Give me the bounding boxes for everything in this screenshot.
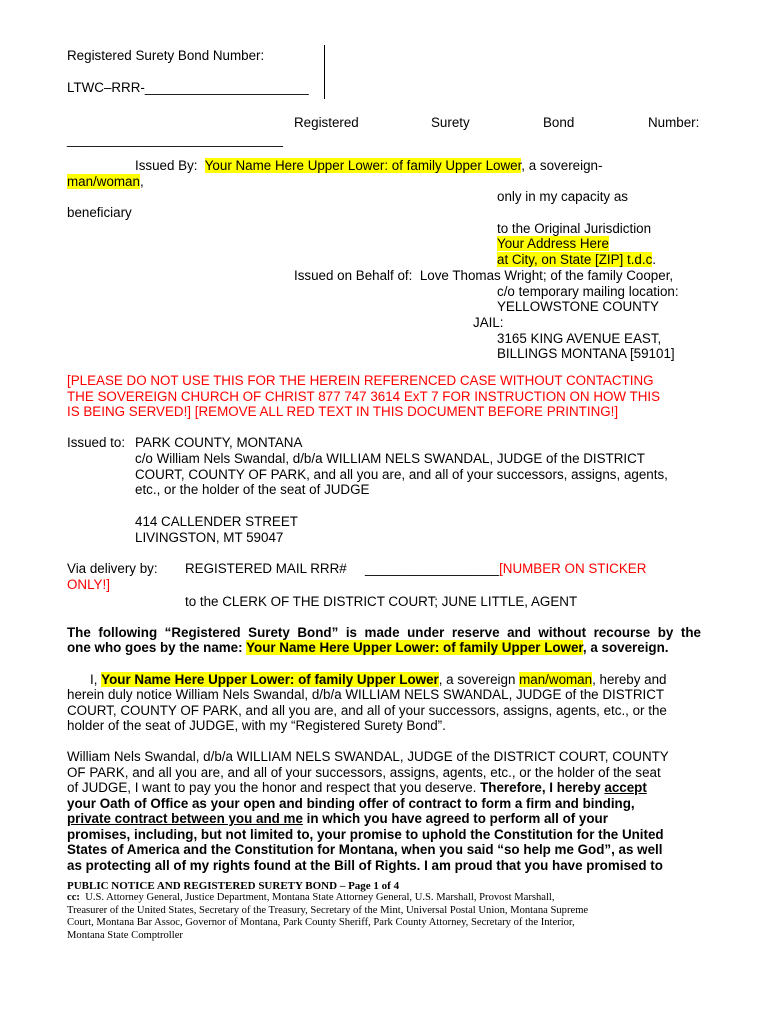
delivery-blank xyxy=(365,561,646,577)
capacity-text: only in my capacity as xyxy=(497,189,628,204)
delivery-label: Via delivery by: xyxy=(67,561,158,576)
footer-cc-line-1 xyxy=(67,892,707,904)
body-line-5 xyxy=(67,811,608,827)
delivery-note: [NUMBER ON STICKER xyxy=(499,561,647,576)
intro-line-2 xyxy=(67,640,669,656)
bond-number-value: LTWC–RRR-______________________ xyxy=(67,80,309,95)
delivery-method: REGISTERED MAIL RRR# xyxy=(185,561,347,576)
issued-to-address-2: LIVINGSTON, MT 59047 xyxy=(135,530,284,545)
body-line-3-text: of JUDGE, I want to pay you the honor and respect that you deserve. xyxy=(67,780,481,795)
warning-line-3: IS BEING SERVED!] [REMOVE ALL RED TEXT IN THIS DOCUMENT BEFORE PRINTING!] xyxy=(67,404,619,419)
intro-suffix: , a sovereign. xyxy=(582,640,669,655)
issuer-city-period: . xyxy=(652,252,657,267)
delivery-note-2: ONLY!] xyxy=(67,577,110,592)
notice-mid: , a sovereign xyxy=(438,672,520,687)
bond-number-label: Registered Surety Bond Number: xyxy=(67,48,265,63)
warning-line-2: THE SOVEREIGN CHURCH OF CHRIST 877 747 3614 ExT 7 FOR INSTRUCTION ON HOW THIS xyxy=(67,389,661,404)
body-line-3-bold: Therefore, I hereby xyxy=(480,780,605,795)
intro-name: Your Name Here Upper Lower: of family Upper Lower xyxy=(246,640,583,655)
delivery-blank-line: __________________ xyxy=(365,561,500,576)
behalf-label: Issued on Behalf of: xyxy=(294,268,413,283)
body-line-2: OF PARK, and all you are, and all of your successors, assigns, agents, etc., or the holder of the seat xyxy=(67,765,661,780)
behalf-jail: JAIL: xyxy=(473,315,504,330)
body-line-7: States of America and the Constitution for Montana, when you said “so help me God”, as well xyxy=(67,842,663,857)
body-line-3 xyxy=(67,780,647,796)
notice-line-2: herein duly notice William Nels Swandal, d/b/a WILLIAM NELS SWANDAL, JUDGE of the DISTRICT xyxy=(67,687,665,702)
notice-line-1 xyxy=(90,672,667,688)
issuer-city-text: at City, on State [ZIP] t.d.c xyxy=(497,252,653,267)
behalf-mailing: c/o temporary mailing location: xyxy=(497,284,679,299)
behalf-line xyxy=(294,268,673,284)
behalf-street: 3165 KING AVENUE EAST, xyxy=(497,331,662,346)
issuer-address-text: Your Address Here xyxy=(497,236,609,251)
footer-cc-line-3: Court, Montana Bar Assoc, Governor of Montana, Park County Sheriff, Park County Attorney, Secretary of the Interior, xyxy=(67,917,575,929)
issuer-gender-comma: , xyxy=(139,174,144,189)
notice-line-4: holder of the seat of JUDGE, with my “Registered Surety Bond”. xyxy=(67,718,446,733)
issuer-address xyxy=(497,236,609,252)
footer-cc-line-4: Montana State Comptroller xyxy=(67,929,183,941)
body-line-5-rest: in which you have agreed to perform all of your xyxy=(302,811,608,826)
issued-to-line-2: c/o William Nels Swandal, d/b/a WILLIAM NELS SWANDAL, JUDGE of the DISTRICT xyxy=(135,451,645,466)
notice-rest: , hereby and xyxy=(592,672,667,687)
row-number: Number: xyxy=(648,115,700,130)
intro-line-1: The following “Registered Surety Bond” is made under reserve and without recourse by the xyxy=(67,625,701,640)
issuer-name: Your Name Here Upper Lower: of family Upper Lower xyxy=(204,158,522,173)
row-surety: Surety xyxy=(431,115,470,130)
body-line-1: William Nels Swandal, d/b/a WILLIAM NELS SWANDAL, JUDGE of the DISTRICT COURT, COUNTY xyxy=(67,749,669,764)
body-line-8: as protecting all of my rights found at the Bill of Rights. I am proud that you have promised to xyxy=(67,858,663,873)
issued-to-line-3: COURT, COUNTY OF PARK, and all you are, and all of your successors, assigns, agents, xyxy=(135,467,668,482)
issuer-gender-line xyxy=(67,174,144,190)
row-registered: Registered xyxy=(294,115,359,130)
body-line-6: promises, including, but not limited to, your promise to uphold the Constitution for the United xyxy=(67,827,664,842)
behalf-city: BILLINGS MONTANA [59101] xyxy=(497,346,675,361)
issued-by-line xyxy=(135,158,602,174)
footer-title: PUBLIC NOTICE AND REGISTERED SURETY BOND – Page 1 of 4 xyxy=(67,880,400,892)
jurisdiction-text: to the Original Jurisdiction xyxy=(497,221,652,236)
footer-cc-line-2: Treasurer of the United States, Secretary of the Treasury, Secretary of the Mint, Universal Postal Union, Montana Supreme xyxy=(67,904,589,916)
notice-name: Your Name Here Upper Lower: of family Upper Lower xyxy=(101,672,439,687)
footer-cc-label: cc: xyxy=(67,892,80,904)
issued-to-line-4: etc., or the holder of the seat of JUDGE xyxy=(135,482,370,497)
issuer-city xyxy=(497,252,656,268)
issued-by-label: Issued By: xyxy=(135,158,198,173)
intro-prefix: one who goes by the name: xyxy=(67,640,247,655)
notice-prefix: I, xyxy=(90,672,102,687)
accept-word: accept xyxy=(604,780,647,795)
delivery-clerk: to the CLERK OF THE DISTRICT COURT; JUNE LITTLE, AGENT xyxy=(185,594,578,609)
issuer-suffix: , a sovereign- xyxy=(521,158,603,173)
notice-gender: man/woman xyxy=(519,672,593,687)
issued-to-address-1: 414 CALLENDER STREET xyxy=(135,514,298,529)
beneficiary-text: beneficiary xyxy=(67,205,132,220)
notice-line-3: COURT, COUNTY OF PARK, and all you are, and all of your successors, assigns, agents, etc., or the xyxy=(67,703,667,718)
issued-to-label: Issued to: xyxy=(67,435,126,450)
row-blank: _____________________________ xyxy=(67,132,283,147)
issued-to-line-1: PARK COUNTY, MONTANA xyxy=(135,435,303,450)
behalf-name: Love Thomas Wright; of the family Cooper, xyxy=(419,268,674,283)
behalf-county: YELLOWSTONE COUNTY xyxy=(497,299,659,314)
footer-cc-1: U.S. Attorney General, Justice Department, Montana State Attorney General, U.S. Marshall, Provost Marshall, xyxy=(85,892,555,904)
header-divider xyxy=(324,45,325,99)
private-contract-text: private contract between you and me xyxy=(67,811,303,826)
body-line-4: your Oath of Office as your open and binding offer of contract to form a firm and binding, xyxy=(67,796,635,811)
issuer-gender: man/woman xyxy=(67,174,140,189)
row-bond: Bond xyxy=(543,115,575,130)
warning-line-1: [PLEASE DO NOT USE THIS FOR THE HEREIN REFERENCED CASE WITHOUT CONTACTING xyxy=(67,373,654,388)
page-footer xyxy=(67,880,707,942)
